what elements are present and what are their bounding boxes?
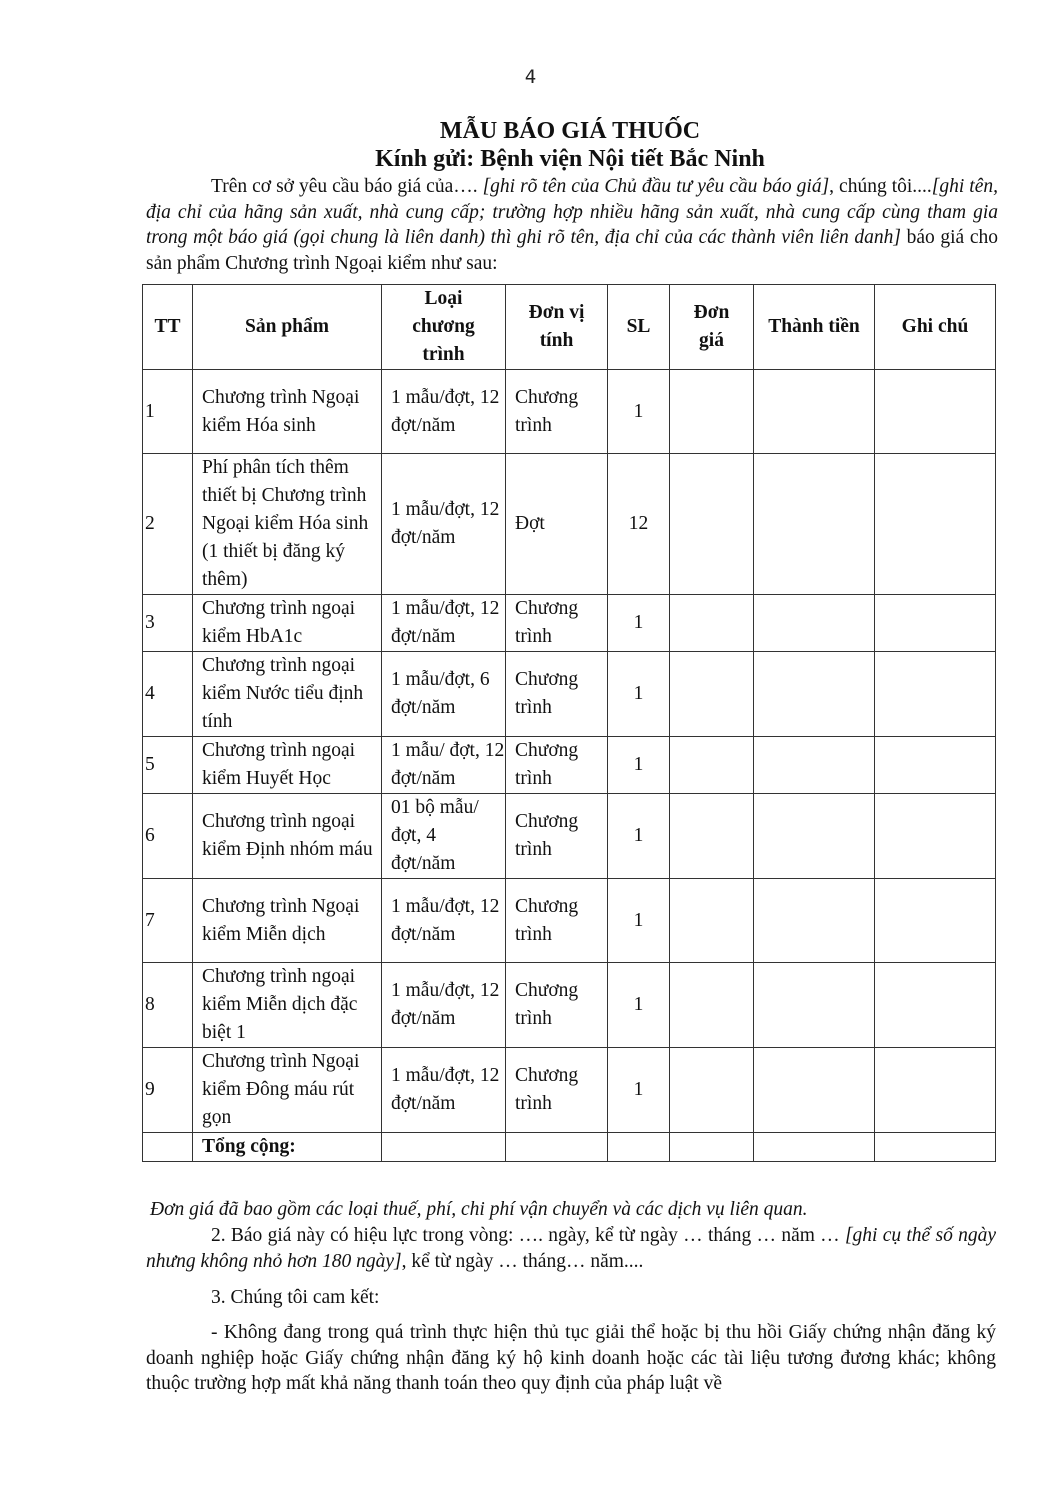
intro-italic-1: [ghi rõ tên của Chủ đầu tư yêu cầu báo giá] — [482, 176, 830, 197]
total-cell — [382, 1133, 506, 1162]
program-type: 1 mẫu/đợt, 12 đợt/năm — [382, 595, 506, 652]
product-name: Phí phân tích thêm thiết bị Chương trình Ngoại kiểm Hóa sinh (1 thiết bị đăng ký thêm) — [193, 454, 382, 595]
unit: Chương trình — [506, 595, 608, 652]
row-number: 6 — [143, 794, 193, 879]
program-type: 1 mẫu/đợt, 12 đợt/năm — [382, 963, 506, 1048]
row-number: 1 — [143, 370, 193, 454]
unit-price — [670, 963, 754, 1048]
header-note: Ghi chú — [875, 285, 996, 370]
program-type: 1 mẫu/đợt, 12 đợt/năm — [382, 454, 506, 595]
intro-text-1: Trên cơ sở yêu cầu báo giá của…. — [211, 176, 483, 197]
note — [875, 737, 996, 794]
row-number: 4 — [143, 652, 193, 737]
intro-italic-2: [ghi tên, địa chỉ của hãng sản xuất, nhà cung cấp; trường hợp nhiều hãng sản xuất, nhà cung cấp cùng tham gia trong một báo giá (gọi chung là liên danh) thì ghi rõ tên, địa chỉ của các thành viên liên danh] — [146, 176, 998, 248]
table-row — [143, 794, 996, 879]
row-number: 8 — [143, 963, 193, 1048]
quantity: 12 — [608, 454, 670, 595]
total-cell — [875, 1133, 996, 1162]
unit: Chương trình — [506, 1048, 608, 1133]
table-header-row — [143, 285, 996, 370]
table-row — [143, 737, 996, 794]
note — [875, 963, 996, 1048]
total-row — [143, 1133, 996, 1162]
page-number: 4 — [524, 66, 537, 88]
header-program-type: Loại chương trình — [382, 285, 506, 370]
quantity: 1 — [608, 737, 670, 794]
total-cell — [608, 1133, 670, 1162]
table-row — [143, 1048, 996, 1133]
row-number: 7 — [143, 879, 193, 963]
amount — [754, 879, 875, 963]
table-row — [143, 595, 996, 652]
product-name: Chương trình Ngoại kiểm Đông máu rút gọn — [193, 1048, 382, 1133]
unit: Đợt — [506, 454, 608, 595]
quantity: 1 — [608, 963, 670, 1048]
amount — [754, 963, 875, 1048]
header-product: Sản phẩm — [193, 285, 382, 370]
unit: Chương trình — [506, 794, 608, 879]
price-note-text: Đơn giá đã bao gồm các loại thuế, phí, chi phí vận chuyển và các dịch vụ liên quan. — [150, 1199, 808, 1220]
unit-price — [670, 879, 754, 963]
row-number: 5 — [143, 737, 193, 794]
unit-price — [670, 794, 754, 879]
row-number: 2 — [143, 454, 193, 595]
note — [875, 1048, 996, 1133]
total-label: Tổng cộng: — [193, 1133, 382, 1162]
note — [875, 595, 996, 652]
amount — [754, 794, 875, 879]
program-type: 1 mẫu/ đợt, 12 đợt/năm — [382, 737, 506, 794]
quantity: 1 — [608, 370, 670, 454]
program-type: 01 bộ mẫu/ đợt, 4 đợt/năm — [382, 794, 506, 879]
product-name: Chương trình ngoại kiểm Miễn dịch đặc biệt 1 — [193, 963, 382, 1048]
program-type: 1 mẫu/đợt, 12 đợt/năm — [382, 370, 506, 454]
note — [875, 794, 996, 879]
table-row — [143, 652, 996, 737]
unit-price — [670, 737, 754, 794]
unit: Chương trình — [506, 879, 608, 963]
document-recipient: Kính gửi: Bệnh viện Nội tiết Bắc Ninh — [375, 146, 765, 172]
commitment-heading — [146, 1285, 996, 1311]
quote-table — [142, 284, 996, 1162]
product-name: Chương trình Ngoại kiểm Hóa sinh — [193, 370, 382, 454]
header-unit-price: Đơn giá — [670, 285, 754, 370]
unit: Chương trình — [506, 652, 608, 737]
header-amount: Thành tiền — [754, 285, 875, 370]
amount — [754, 1048, 875, 1133]
validity-paragraph — [146, 1223, 996, 1274]
program-type: 1 mẫu/đợt, 12 đợt/năm — [382, 879, 506, 963]
product-name: Chương trình ngoại kiểm Huyết Học — [193, 737, 382, 794]
intro-text-3: báo giá cho sản phẩm Chương trình Ngoại kiểm như sau: — [146, 227, 998, 274]
total-cell — [670, 1133, 754, 1162]
note — [875, 370, 996, 454]
commitment-item-1 — [146, 1320, 996, 1397]
validity-text-1: 2. Báo giá này có hiệu lực trong vòng: …. ngày, kể từ ngày … tháng … năm … — [211, 1225, 845, 1246]
table-row — [143, 370, 996, 454]
quantity: 1 — [608, 652, 670, 737]
product-name: Chương trình Ngoại kiểm Miễn dịch — [193, 879, 382, 963]
document-title: MẪU BÁO GIÁ THUỐC — [439, 118, 701, 144]
amount — [754, 370, 875, 454]
total-cell — [506, 1133, 608, 1162]
product-name: Chương trình ngoại kiểm HbA1c — [193, 595, 382, 652]
table-row — [143, 454, 996, 595]
validity-text-2: , kể từ ngày … tháng… năm.... — [401, 1250, 644, 1272]
quantity: 1 — [608, 879, 670, 963]
program-type: 1 mẫu/đợt, 12 đợt/năm — [382, 1048, 506, 1133]
unit-price — [670, 1048, 754, 1133]
quantity: 1 — [608, 595, 670, 652]
program-type: 1 mẫu/đợt, 6 đợt/năm — [382, 652, 506, 737]
commitment-item-1-text: - Không đang trong quá trình thực hiện thủ tục giải thể hoặc bị thu hồi Giấy chứng nhận đăng ký doanh nghiệp hoặc Giấy chứng nhận đăng ký hộ kinh doanh hoặc các tài liệu tương đương khác; không thuộc trường hợp mất khả năng thanh toán theo quy định của pháp luật về — [146, 1322, 996, 1394]
row-number: 3 — [143, 595, 193, 652]
unit: Chương trình — [506, 737, 608, 794]
product-name: Chương trình ngoại kiểm Định nhóm máu — [193, 794, 382, 879]
validity-italic: [ghi cụ thể số ngày nhưng không nhỏ hơn 180 ngày] — [146, 1225, 996, 1272]
table-row — [143, 879, 996, 963]
price-note — [150, 1197, 1000, 1223]
intro-text-2: , chúng tôi.... — [829, 176, 932, 197]
note — [875, 652, 996, 737]
total-tt — [143, 1133, 193, 1162]
header-tt: TT — [143, 285, 193, 370]
note — [875, 879, 996, 963]
unit-price — [670, 652, 754, 737]
header-unit: Đơn vị tính — [506, 285, 608, 370]
quantity: 1 — [608, 794, 670, 879]
commitment-heading-text: 3. Chúng tôi cam kết: — [211, 1287, 380, 1308]
amount — [754, 454, 875, 595]
unit-price — [670, 454, 754, 595]
unit-price — [670, 370, 754, 454]
intro-paragraph — [146, 174, 998, 276]
amount — [754, 595, 875, 652]
amount — [754, 737, 875, 794]
unit: Chương trình — [506, 963, 608, 1048]
amount — [754, 652, 875, 737]
header-qty: SL — [608, 285, 670, 370]
unit-price — [670, 595, 754, 652]
table-row — [143, 963, 996, 1048]
note — [875, 454, 996, 595]
product-name: Chương trình ngoại kiểm Nước tiểu định tính — [193, 652, 382, 737]
total-amount — [754, 1133, 875, 1162]
unit: Chương trình — [506, 370, 608, 454]
row-number: 9 — [143, 1048, 193, 1133]
quantity: 1 — [608, 1048, 670, 1133]
